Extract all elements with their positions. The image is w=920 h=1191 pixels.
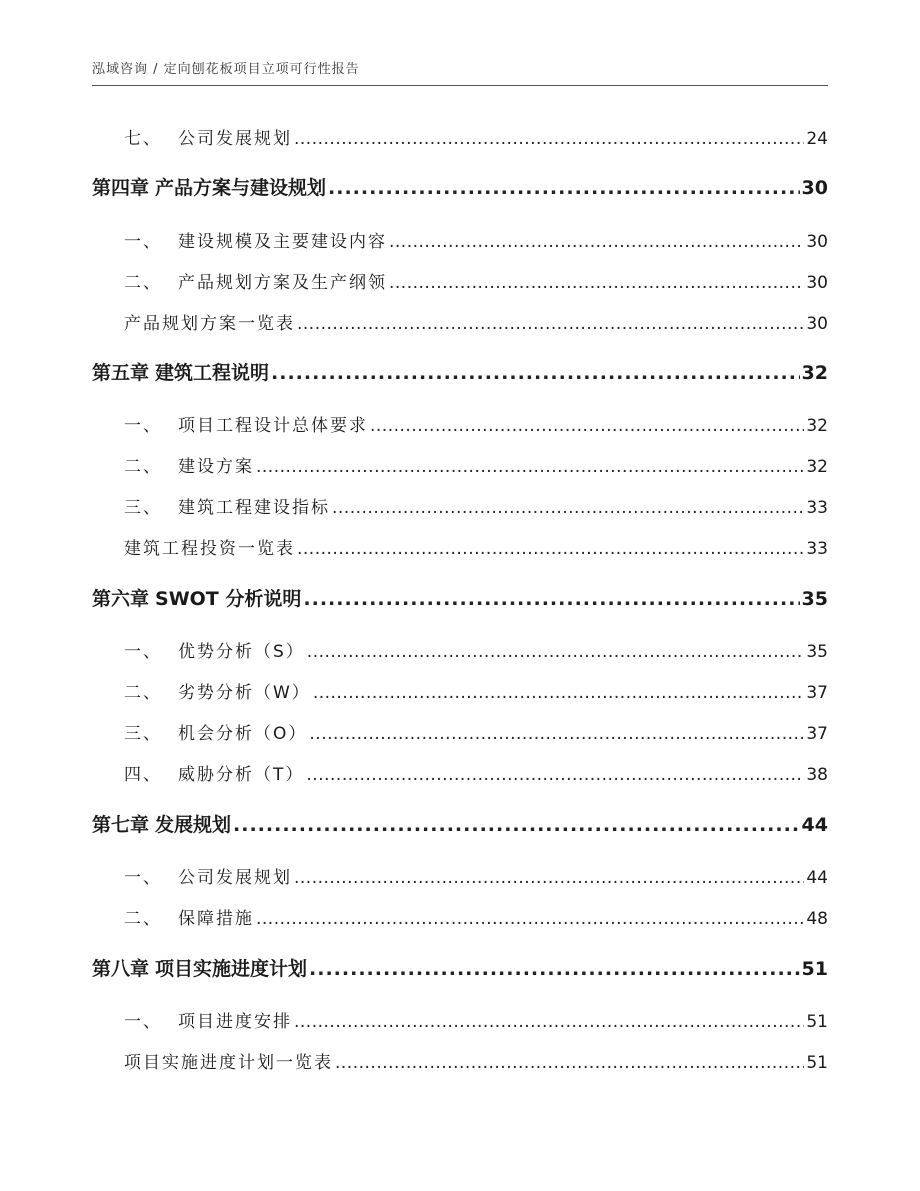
toc-section-entry[interactable] xyxy=(0,904,828,929)
toc-entry-title: 产品方案与建设规划 xyxy=(155,177,327,199)
toc-entry-number: 二、 xyxy=(124,273,162,293)
toc-entry-number: 第八章 xyxy=(92,958,150,980)
toc-entry-number: 三、 xyxy=(124,498,162,518)
toc-page-number: 32 xyxy=(806,457,828,477)
toc-dot-leader xyxy=(294,1012,804,1032)
toc-dot-leader xyxy=(256,457,804,477)
toc-entry-title: SWOT 分析说明 xyxy=(155,588,302,610)
toc-chapter-entry[interactable] xyxy=(0,954,828,981)
toc-dot-leader xyxy=(309,958,800,980)
toc-page-number: 32 xyxy=(801,362,828,384)
toc-entry-title: 机会分析（O） xyxy=(178,724,308,744)
toc-entry-number: 第五章 xyxy=(92,362,150,384)
toc-table-entry[interactable] xyxy=(0,309,828,334)
toc-entry-title: 发展规划 xyxy=(155,814,232,836)
toc-dot-leader xyxy=(307,642,805,662)
toc-entry-number: 三、 xyxy=(124,724,162,744)
toc-dot-leader xyxy=(313,683,805,703)
toc-page-number: 51 xyxy=(801,958,828,980)
toc-entry-number: 四、 xyxy=(124,765,162,785)
toc-entry-number: 第七章 xyxy=(92,814,150,836)
toc-dot-leader xyxy=(370,416,804,436)
toc-section-entry[interactable] xyxy=(0,452,828,477)
toc-page-number: 30 xyxy=(801,177,828,199)
toc-section-entry[interactable] xyxy=(0,124,828,149)
toc-entry-title: 项目实施进度计划一览表 xyxy=(124,1053,333,1073)
toc-dot-leader xyxy=(297,314,804,334)
toc-page-number: 35 xyxy=(806,642,828,662)
toc-section-entry[interactable] xyxy=(0,637,828,662)
toc-section-entry[interactable] xyxy=(0,493,828,518)
toc-section-entry[interactable] xyxy=(0,411,828,436)
toc-dot-leader xyxy=(233,814,800,836)
toc-page-number: 24 xyxy=(806,129,828,149)
toc-page-number: 30 xyxy=(806,273,828,293)
toc-chapter-entry[interactable] xyxy=(0,810,828,837)
toc-entry-title: 产品规划方案一览表 xyxy=(124,314,295,334)
toc-entry-number: 二、 xyxy=(124,457,162,477)
toc-entry-title: 公司发展规划 xyxy=(178,129,292,149)
toc-entry-title: 项目进度安排 xyxy=(178,1012,292,1032)
toc-entry-title: 优势分析（S） xyxy=(178,642,305,662)
toc-table-entry[interactable] xyxy=(0,1048,828,1073)
toc-section-entry[interactable] xyxy=(0,863,828,888)
toc-entry-title: 建筑工程说明 xyxy=(155,362,270,384)
toc-dot-leader xyxy=(309,724,804,744)
toc-section-entry[interactable] xyxy=(0,760,828,785)
toc-page-number: 51 xyxy=(806,1053,828,1073)
toc-page-number: 30 xyxy=(806,232,828,252)
toc-entry-title: 威胁分析（T） xyxy=(178,765,305,785)
running-header: 泓域咨询 / 定向刨花板项目立项可行性报告 xyxy=(92,62,360,77)
toc-page-number: 37 xyxy=(806,724,828,744)
toc-entry-title: 建筑工程建设指标 xyxy=(178,498,330,518)
toc-dot-leader xyxy=(389,273,804,293)
toc-section-entry[interactable] xyxy=(0,227,828,252)
toc-page-number: 51 xyxy=(806,1012,828,1032)
toc-entry-number: 一、 xyxy=(124,232,162,252)
toc-entry-title: 建筑工程投资一览表 xyxy=(124,539,295,559)
toc-entry-number: 一、 xyxy=(124,1012,162,1032)
toc-page-number: 48 xyxy=(806,909,828,929)
toc-entry-number: 一、 xyxy=(124,868,162,888)
toc-entry-number: 二、 xyxy=(124,909,162,929)
toc-page-number: 44 xyxy=(801,814,828,836)
toc-entry-title: 项目实施进度计划 xyxy=(155,958,308,980)
toc-entry-title: 公司发展规划 xyxy=(178,868,292,888)
toc-page-number: 32 xyxy=(806,416,828,436)
toc-dot-leader xyxy=(256,909,804,929)
toc-chapter-entry[interactable] xyxy=(0,358,828,385)
toc-dot-leader xyxy=(335,1053,804,1073)
toc-entry-title: 保障措施 xyxy=(178,909,254,929)
toc-section-entry[interactable] xyxy=(0,268,828,293)
toc-dot-leader xyxy=(294,868,804,888)
toc-page-number: 38 xyxy=(806,765,828,785)
toc-table-entry[interactable] xyxy=(0,534,828,559)
toc-entry-number: 一、 xyxy=(124,642,162,662)
toc-page-number: 37 xyxy=(806,683,828,703)
toc-dot-leader xyxy=(271,362,800,384)
toc-section-entry[interactable] xyxy=(0,678,828,703)
toc-entry-title: 建设规模及主要建设内容 xyxy=(178,232,387,252)
toc-page-number: 30 xyxy=(806,314,828,334)
toc-entry-title: 项目工程设计总体要求 xyxy=(178,416,368,436)
toc-section-entry[interactable] xyxy=(0,719,828,744)
toc-section-entry[interactable] xyxy=(0,1007,828,1032)
header-rule xyxy=(92,85,828,86)
toc-entry-number: 第四章 xyxy=(92,177,150,199)
toc-chapter-entry[interactable] xyxy=(0,584,828,611)
toc-dot-leader xyxy=(332,498,804,518)
toc-entry-title: 建设方案 xyxy=(178,457,254,477)
toc-page-number: 33 xyxy=(806,539,828,559)
toc-entry-number: 第六章 xyxy=(92,588,150,610)
toc-page-number: 33 xyxy=(806,498,828,518)
toc-dot-leader xyxy=(297,539,804,559)
toc-entry-title: 劣势分析（W） xyxy=(178,683,311,703)
toc-entry-number: 二、 xyxy=(124,683,162,703)
toc-dot-leader xyxy=(303,588,799,610)
toc-page-number: 35 xyxy=(801,588,828,610)
toc-page-number: 44 xyxy=(806,868,828,888)
toc-chapter-entry[interactable] xyxy=(0,173,828,200)
toc-dot-leader xyxy=(306,765,804,785)
toc-dot-leader xyxy=(328,177,800,199)
toc-entry-number: 七、 xyxy=(124,129,162,149)
toc-entry-title: 产品规划方案及生产纲领 xyxy=(178,273,387,293)
toc-dot-leader xyxy=(389,232,804,252)
toc-dot-leader xyxy=(294,129,804,149)
toc-entry-number: 一、 xyxy=(124,416,162,436)
